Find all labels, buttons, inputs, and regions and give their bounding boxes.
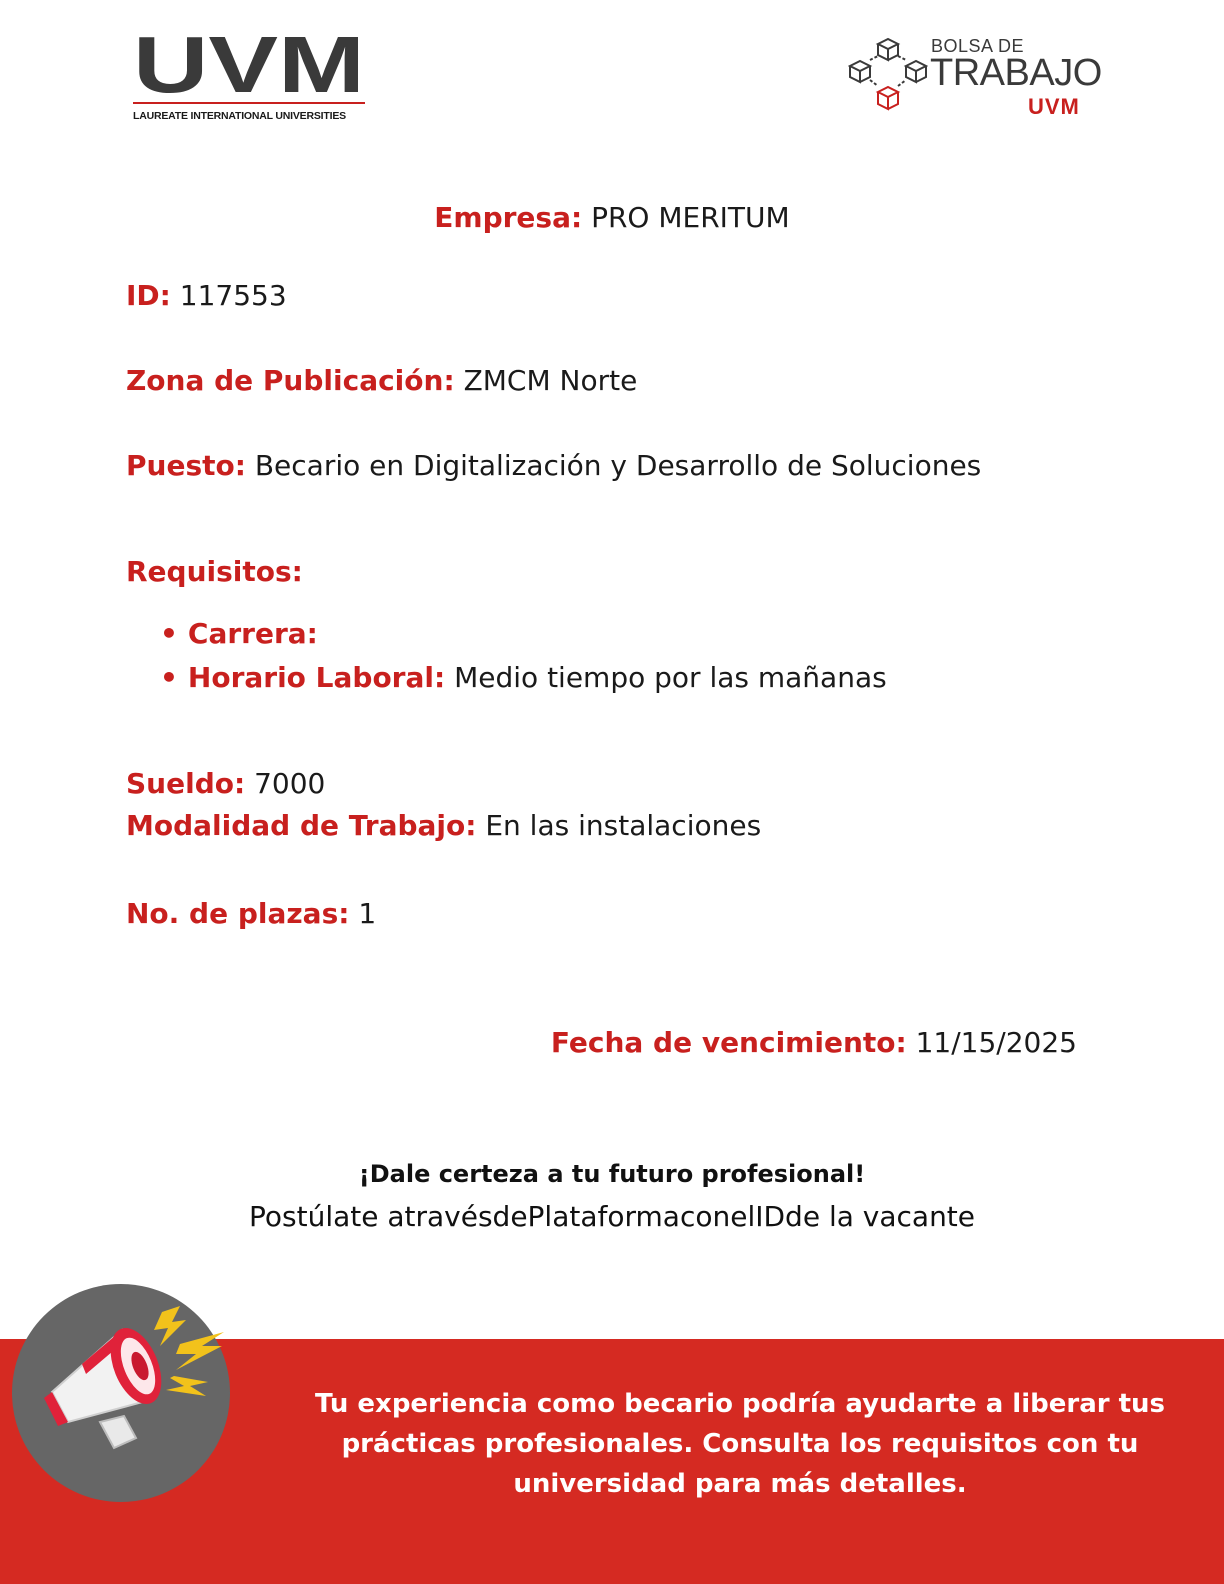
sueldo-value: 7000: [254, 767, 326, 800]
list-item: [160, 656, 887, 700]
sueldo-line: [126, 767, 325, 801]
plazas-label: No. de plazas:: [126, 897, 350, 930]
requisitos-heading: [126, 555, 303, 589]
id-line: [126, 279, 287, 313]
cta-subtitle: Postúlate atravésdePlataformaconelIDde la vacante: [248, 1200, 976, 1233]
uvm-tagline: LAUREATE INTERNATIONAL UNIVERSITIES: [133, 110, 346, 122]
bullet-icon: •: [160, 617, 178, 650]
bullet-icon: •: [160, 661, 178, 694]
modalidad-line: [126, 809, 761, 843]
list-item: [160, 612, 887, 656]
req-label: Carrera:: [187, 617, 318, 650]
fecha-value: 11/15/2025: [915, 1026, 1077, 1059]
zona-value: ZMCM Norte: [463, 364, 638, 397]
zona-label: Zona de Publicación:: [126, 364, 455, 397]
fecha-line: [551, 1026, 1077, 1060]
uvm-logo-letters: UVM: [133, 34, 365, 96]
bolsa-de-text: BOLSA DE: [931, 36, 1025, 56]
fecha-label: Fecha de vencimiento:: [550, 1026, 907, 1059]
zona-line: [126, 364, 637, 398]
puesto-label: Puesto:: [126, 449, 246, 482]
modalidad-value: En las instalaciones: [485, 809, 762, 842]
id-label: ID:: [126, 279, 171, 312]
req-value: Medio tiempo por las mañanas: [454, 661, 887, 694]
req-label: Horario Laboral:: [187, 661, 446, 694]
megaphone-badge: [12, 1284, 230, 1502]
bolsa-trabajo-logo: [848, 36, 1108, 126]
plazas-line: [126, 897, 376, 931]
uvm-wordmark-icon: [133, 34, 368, 96]
uvm-logo: [133, 34, 368, 122]
requisitos-list: [160, 612, 887, 700]
cta-title: ¡Dale certeza a tu futuro profesional!: [358, 1160, 866, 1188]
cubes-icon: [848, 36, 928, 118]
megaphone-icon: [12, 1284, 230, 1502]
requisitos-label: Requisitos:: [126, 555, 303, 588]
id-value: 117553: [179, 279, 287, 312]
empresa-value: PRO MERITUM: [591, 201, 790, 234]
puesto-line: [126, 449, 981, 483]
modalidad-label: Modalidad de Trabajo:: [126, 809, 477, 842]
empresa-label: Empresa:: [434, 201, 583, 234]
bt-uvm-text: UVM: [1028, 94, 1080, 119]
empresa-line: [0, 201, 1224, 235]
footer-text: Tu experiencia como becario podría ayudarte a liberar tus prácticas profesionales. Consulta los requisitos con tu universidad para más detalles.: [314, 1389, 1166, 1499]
puesto-value: Becario en Digitalización y Desarrollo de Soluciones: [254, 449, 982, 482]
uvm-logo-rule: [133, 102, 365, 104]
sueldo-label: Sueldo:: [126, 767, 246, 800]
plazas-value: 1: [358, 897, 377, 930]
trabajo-text: TRABAJO: [930, 52, 1102, 94]
